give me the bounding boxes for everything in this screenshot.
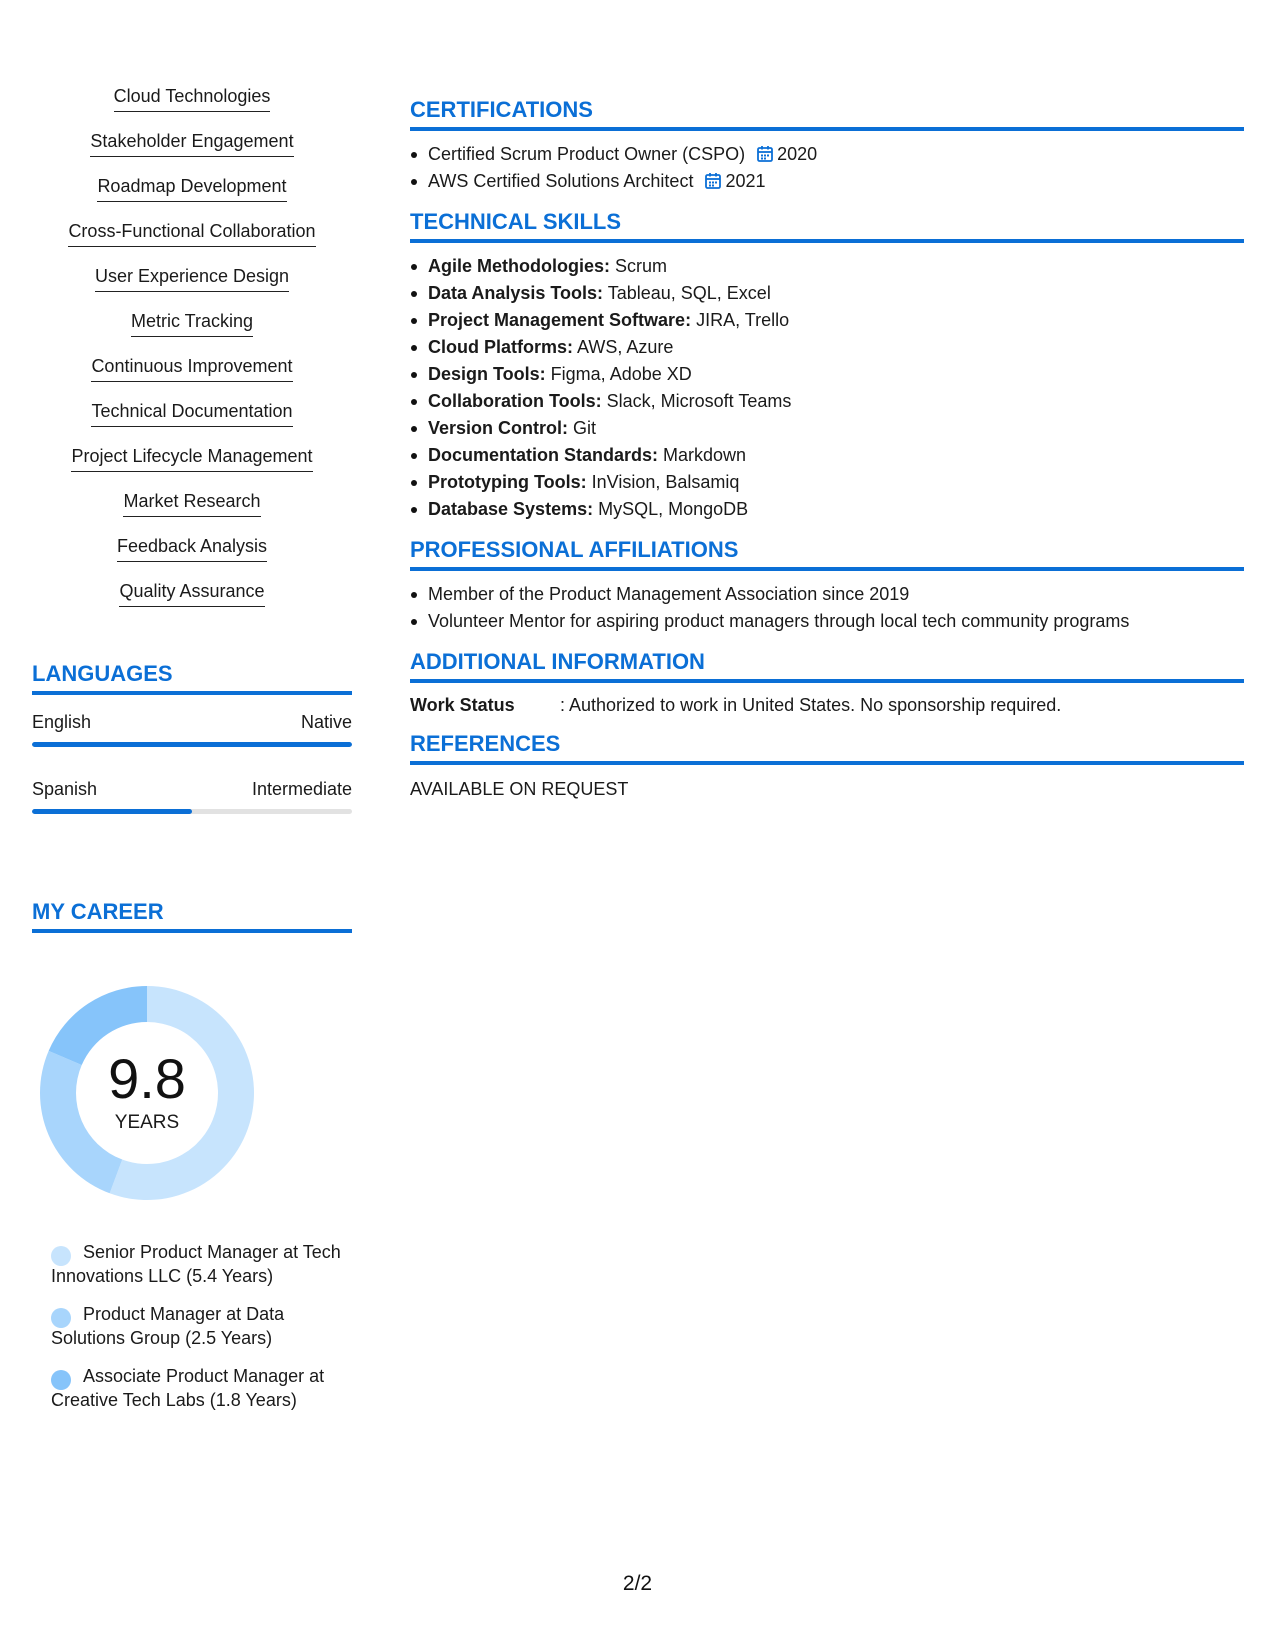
additional-info-title: ADDITIONAL INFORMATION (410, 648, 1244, 683)
list-item (410, 253, 1244, 280)
career-section (32, 898, 352, 933)
list-item (32, 174, 352, 219)
list-item (410, 442, 1244, 469)
legend-item (51, 1364, 341, 1412)
skill-value: MySQL, MongoDB (593, 499, 749, 519)
career-title: MY CAREER (32, 898, 352, 933)
calendar-icon (705, 172, 721, 189)
list-item (410, 280, 1244, 307)
language-item (32, 711, 352, 747)
certification-year: 2021 (725, 171, 766, 191)
references-section (410, 730, 1244, 801)
page-number: 2/2 (622, 1572, 653, 1595)
skill-label: Design Tools: (428, 364, 546, 384)
list-item (410, 415, 1244, 442)
skill-value: Scrum (610, 256, 668, 276)
legend-text: Senior Product Manager at Tech Innovations LLC (5.4 Years) (51, 1242, 341, 1286)
skill-tag: Cross-Functional Collaboration (68, 219, 315, 247)
language-progress-bar (32, 742, 352, 747)
skill-tag: Project Lifecycle Management (71, 444, 312, 472)
skill-value: Git (568, 418, 597, 438)
language-progress-bar (32, 809, 352, 814)
additional-info-section (410, 648, 1244, 717)
list-item: Volunteer Mentor for aspiring product managers through local tech community programs (410, 608, 1244, 635)
language-level: Native (300, 712, 352, 732)
skills-list (32, 84, 352, 624)
list-item (410, 334, 1244, 361)
certifications-section (410, 96, 1244, 195)
certification-item (410, 141, 1244, 168)
skill-tag: Stakeholder Engagement (90, 129, 293, 157)
certification-year: 2020 (777, 144, 818, 164)
list-item (32, 489, 352, 534)
skill-label: Version Control: (428, 418, 569, 438)
references-title: REFERENCES (410, 730, 1244, 765)
references-text: AVAILABLE ON REQUEST (410, 779, 629, 799)
work-status-label: Work Status (410, 695, 515, 715)
list-item (410, 307, 1244, 334)
list-item (32, 534, 352, 579)
affiliations-section (410, 536, 1244, 635)
skill-value: Figma, Adobe XD (545, 364, 692, 384)
skill-tag: Technical Documentation (91, 399, 292, 427)
language-name: English (32, 712, 92, 732)
list-item (410, 469, 1244, 496)
legend-dot-icon (51, 1370, 71, 1390)
skill-tag: Quality Assurance (119, 579, 264, 607)
skill-label: Cloud Platforms: (428, 337, 574, 357)
skills-column (32, 84, 352, 624)
languages-section (32, 660, 352, 814)
legend-text: Product Manager at Data Solutions Group (2.5 Years) (51, 1304, 285, 1348)
language-progress-fill (32, 742, 352, 747)
skill-tag: Market Research (123, 489, 260, 517)
list-item (410, 496, 1244, 523)
list-item: Member of the Product Management Association since 2019 (410, 581, 1244, 608)
skill-value: JIRA, Trello (691, 310, 790, 330)
list-item (32, 129, 352, 174)
skill-tag: Feedback Analysis (117, 534, 267, 562)
skill-label: Collaboration Tools: (428, 391, 602, 411)
skill-label: Database Systems: (428, 499, 594, 519)
career-legend (51, 1240, 341, 1426)
legend-dot-icon (51, 1246, 71, 1266)
technical-skills-title: TECHNICAL SKILLS (410, 208, 1244, 243)
language-name: Spanish (32, 779, 98, 799)
list-item (32, 354, 352, 399)
skill-label: Documentation Standards: (428, 445, 659, 465)
calendar-icon (757, 145, 773, 162)
skill-label: Project Management Software: (428, 310, 692, 330)
work-status-row (410, 693, 1244, 717)
skill-label: Prototyping Tools: (428, 472, 587, 492)
list-item (410, 388, 1244, 415)
work-status-value: : Authorized to work in United States. No sponsorship required. (560, 695, 1062, 715)
list-item (32, 309, 352, 354)
languages-title: LANGUAGES (32, 660, 352, 695)
main-column (410, 96, 1244, 814)
list-item (32, 219, 352, 264)
language-level: Intermediate (251, 779, 352, 799)
skill-tag: Continuous Improvement (91, 354, 292, 382)
list-item (32, 579, 352, 624)
certification-item (410, 168, 1244, 195)
skill-value: Markdown (658, 445, 747, 465)
skill-label: Agile Methodologies: (428, 256, 610, 276)
technical-skills-section (410, 208, 1244, 523)
legend-item (51, 1240, 341, 1288)
skill-value: Tableau, SQL, Excel (603, 283, 771, 303)
affiliations-title: PROFESSIONAL AFFILIATIONS (410, 536, 1244, 571)
donut-center (32, 978, 262, 1208)
language-progress-fill (32, 809, 192, 814)
language-item (32, 778, 352, 814)
legend-text: Associate Product Manager at Creative Tech Labs (1.8 Years) (51, 1366, 325, 1410)
list-item (32, 399, 352, 444)
list-item (32, 84, 352, 129)
list-item (32, 444, 352, 489)
career-donut-chart (32, 978, 262, 1208)
skill-value: AWS, Azure (573, 337, 674, 357)
list-item (32, 264, 352, 309)
skill-value: InVision, Balsamiq (586, 472, 740, 492)
certification-name: Certified Scrum Product Owner (CSPO) (428, 144, 746, 164)
certification-name: AWS Certified Solutions Architect (428, 171, 694, 191)
total-years-value: 9.8 (108, 1047, 186, 1110)
skill-tag: Cloud Technologies (114, 84, 271, 112)
skill-tag: Metric Tracking (131, 309, 253, 337)
skill-tag: User Experience Design (95, 264, 289, 292)
certifications-title: CERTIFICATIONS (410, 96, 1244, 131)
legend-item (51, 1302, 341, 1350)
skill-label: Data Analysis Tools: (428, 283, 604, 303)
list-item (410, 361, 1244, 388)
total-years-unit: YEARS (114, 1112, 180, 1133)
legend-dot-icon (51, 1308, 71, 1328)
skill-tag: Roadmap Development (97, 174, 286, 202)
skill-value: Slack, Microsoft Teams (601, 391, 792, 411)
